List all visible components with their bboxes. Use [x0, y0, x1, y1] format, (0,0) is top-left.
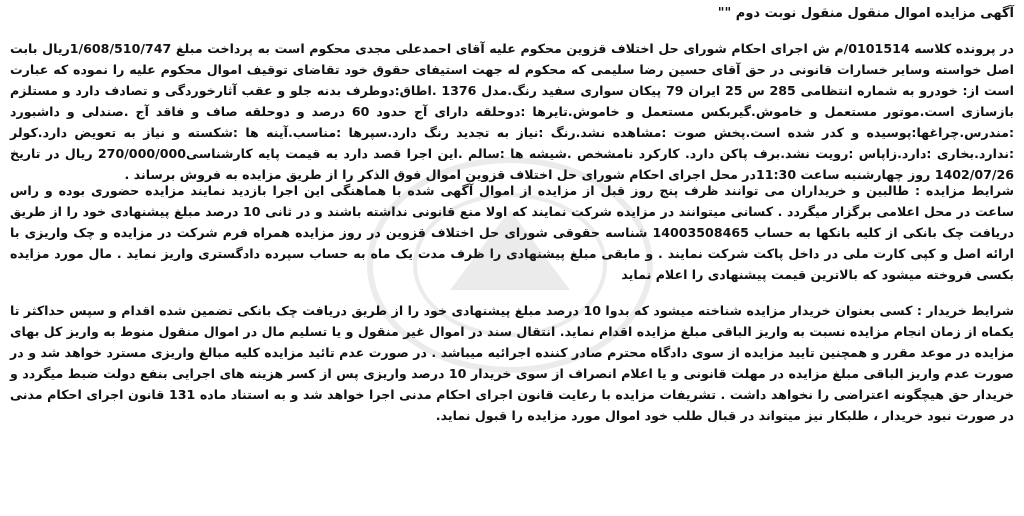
case-details-paragraph: در پرونده کلاسه 0101514/م ش اجرای احکام شورای حل اختلاف قزوین محکوم علیه آقای احمدعلی مجدی محکوم است به پرداخت مبلغ 1/608/510/747ریال بابت اصل خواسته وسایر خسارات قانونی در حق آقای حسین رضا سلیمی که محکوم له جهت استیفای حقوق خود تقاضای توقیف اموال محکوم علیه را نموده که عبارت است از: خودرو به شماره انتظامی 285 س 25 ایران 79 پیکان سواری سفید رنگ.مدل 1376 .اطاق:دوطرف بدنه جلو و عقب آثارخوردگی و تصادف دارد و مستلزم بازسازی است.موتور مستعمل و خاموش.گیربکس مستعمل و خاموش.تایرها :دوحلقه دارای آج حدود 60 درصد و دوحلقه صاف و فاقد آج .صندلی و داشبورد :مندرس.چراغها:پوسیده و کدر شده است.پخش صوت :مشاهده نشد.رنگ :نیاز به تجدید رنگ دارد.سپرها :مناسب.آینه ها :شکسته و نیاز به تعویض دارد.کولر :ندارد.بخاری :دارد.زاپاس :رویت نشد.برف پاکن دارد. کارکرد نامشخص .شیشه ها :سالم .این اجرا قصد دارد به قیمت پایه کارشناسی270/000/000 ریال در تاریخ 1402/07/26 روز چهارشنبه ساعت 11:30در محل اجرای احکام شورای حل اختلاف قزوین اموال فوق الذکر را از طریق مزایده به فروش برساند .	[10, 41, 1014, 182]
buyer-conditions-paragraph: شرایط خریدار : کسی بعنوان خریدار مزایده شناخته میشود که بدوا 10 درصد مبلغ پیشنهادی خود را از طریق دریافت چک بانکی تضمین شده اقدام و سپس حداکثر تا یکماه از زمان انجام مزایده نسبت به واریز الباقی مبلغ مزایده اقدام نماید. انتقال سند در اموال غیر منقول و یا تسلیم مال در اموال منقول منوط به واریز کل بهای مزایده در موعد مقرر و همچنین تایید مزایده از سوی دادگاه محترم صادر کننده اجرائیه میباشد . در صورت عدم تائید مزایده کلیه مبالغ واریزی مسترد خواهد شد و در صورت عدم واریز الباقی مبلغ مزایده در مهلت قانونی و یا اعلام انصراف از سوی خریدار 10 درصد واریزی پس از کسر هزینه های اجرایی بنفع دولت ضبط میگردد و خریدار حق هیچگونه اعتراضی را نخواهد داشت . تشریفات مزایده با رعایت قانون اجرای احکام مدنی اجرا خواهد شد و به استناد ماده 131 قانون اجرای احکام مدنی در صورت نبود خریدار ، طلبکار نیز میتواند در قبال طلب خود اموال مورد مزایده را قبول نماید.	[10, 303, 1014, 423]
notice-title: آگهی مزایده اموال منقول منقول نوبت دوم ""	[717, 6, 1014, 21]
auction-conditions-paragraph: شرایط مزایده : طالبین و خریداران می توانند ظرف پنج روز قبل از مزایده از اموال آگهی شده با هماهنگی این اجرا بازدید نمایند مزایده حضوری بوده و راس ساعت در محل اعلامی برگزار میگردد . کسانی میتوانند در مزایده شرکت نمایند که اولا منع قانونی نداشته باشند و در ثانی 10 درصد مبلغ پیشنهادی خود را از طریق دریافت چک بانکی از کلیه بانکها به حساب 14003508465 شناسه حقوقی شورای حل اختلاف قزوین در روز مزایده همراه فرم شرکت در مزایده و چک واریزی با ارائه اصل و کپی کارت ملی در داخل پاکت شرکت نمایند . و مابقی مبلغ پیشنهادی را ظرف مدت یک ماه به حساب سپرده دادگستری واریز نماید . مال مورد مزایده بکسی فروخته میشود که بالاترین قیمت پیشنهادی را اعلام نماید	[10, 183, 1014, 282]
